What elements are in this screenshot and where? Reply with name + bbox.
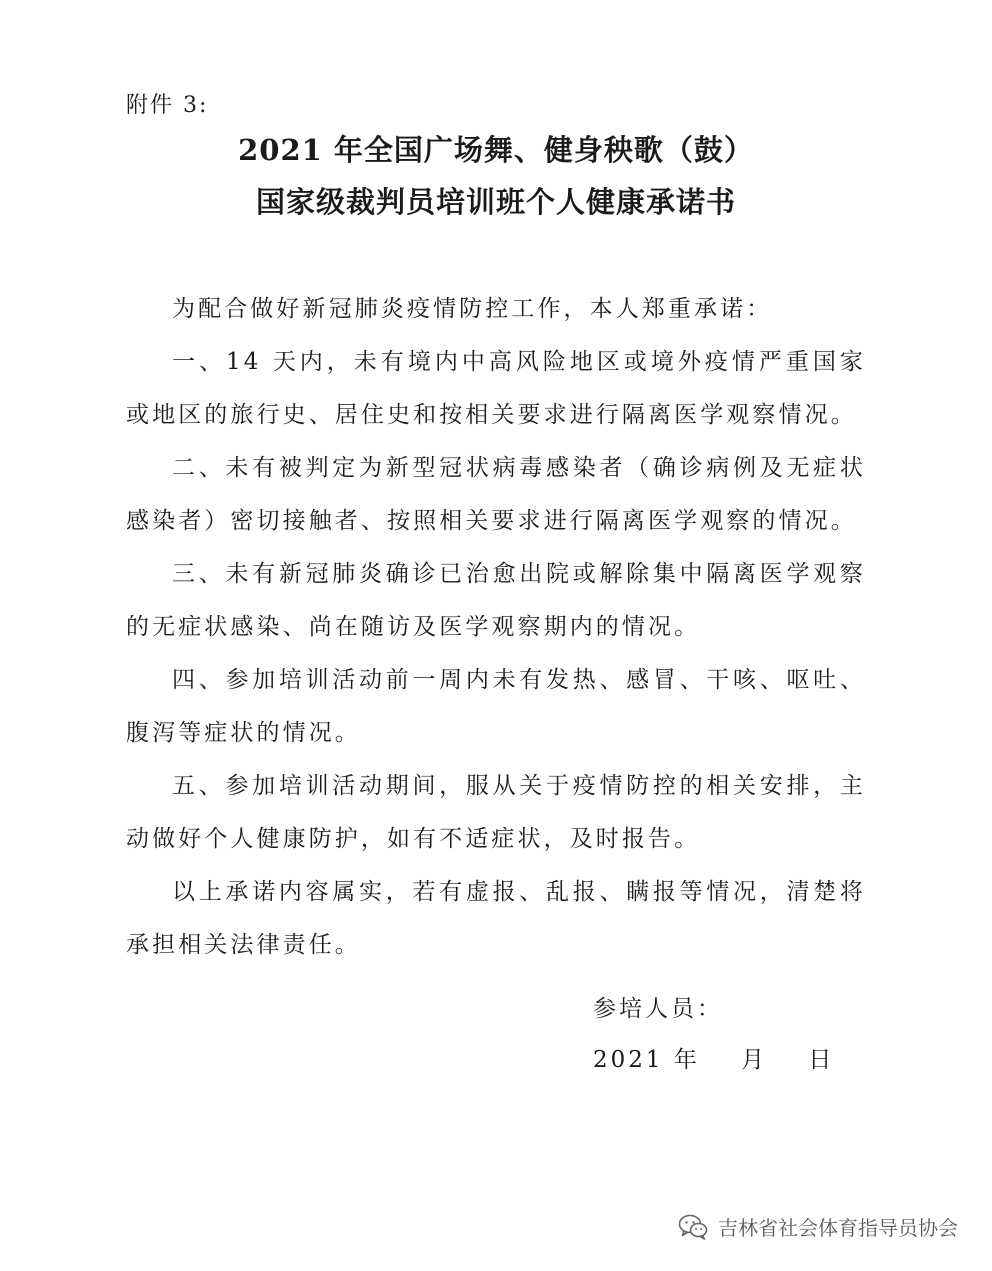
commitment-item-2: 二、未有被判定为新型冠状病毒感染者（确诊病例及无症状感染者）密切接触者、按照相关要求进行隔离医学观察的情况。 (126, 455, 866, 534)
commitment-item-4: 四、参加培训活动前一周内未有发热、感冒、干咳、呕吐、腹泻等症状的情况。 (126, 667, 866, 746)
wechat-icon (678, 1214, 708, 1240)
document-title-line-1: 2021 年全国广场舞、健身秧歌（鼓） (238, 133, 754, 167)
intro-paragraph: 为配合做好新冠肺炎疫情防控工作，本人郑重承诺： (172, 296, 773, 322)
attachment-label: 附件 3: (126, 93, 209, 118)
commitment-item-5: 五、参加培训活动期间，服从关于疫情防控的相关安排，主动做好个人健康防护，如有不适症状，及时报告。 (126, 773, 866, 852)
date-line: 2021 年 月 日 (593, 1047, 835, 1073)
wechat-watermark (678, 1212, 958, 1241)
document-title-line-2: 国家级裁判员培训班个人健康承诺书 (255, 185, 736, 219)
watermark-text: 吉林省社会体育指导员协会 (718, 1216, 958, 1240)
participant-label: 参培人员： (593, 996, 723, 1022)
closing-paragraph: 以上承诺内容属实，若有虚报、乱报、瞒报等情况，清楚将承担相关法律责任。 (126, 879, 866, 958)
commitment-item-1: 一、14 天内，未有境内中高风险地区或境外疫情严重国家或地区的旅行史、居住史和按相关要求进行隔离医学观察情况。 (126, 349, 866, 428)
commitment-body (126, 283, 866, 972)
commitment-item-3: 三、未有新冠肺炎确诊已治愈出院或解除集中隔离医学观察的无症状感染、尚在随访及医学观察期内的情况。 (126, 561, 866, 640)
